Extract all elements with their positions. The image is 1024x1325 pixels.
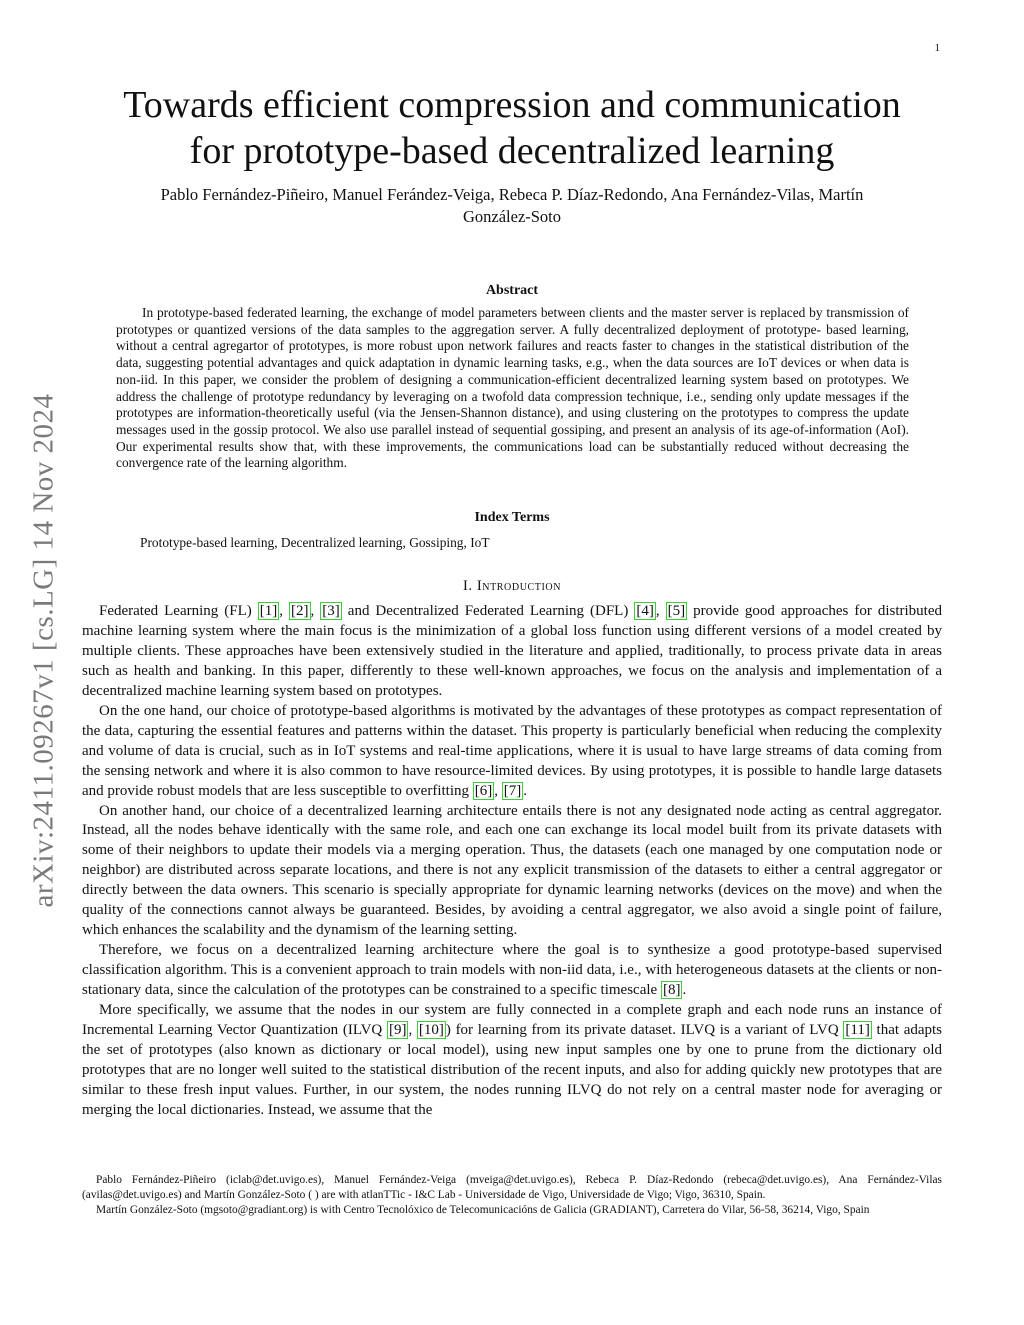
- citation-link[interactable]: [5]: [667, 603, 686, 619]
- title-line-2: for prototype-based decentralized learning: [189, 130, 835, 172]
- text-run: ,: [494, 782, 502, 799]
- citation-link[interactable]: [9]: [388, 1022, 407, 1039]
- paragraph-5: [82, 1001, 942, 1121]
- paper-title: [80, 82, 944, 174]
- text-run: provide good approaches for distributed machine learning system where the main focus is the minimization of a global loss function using different versions of a model created by multiple clients. These approaches have been extensively studied in the literature and applied, traditionally, to process private data in areas such as health and banking. In this paper, differently to these well-known approaches, we focus on the analysis and implementation of a decentralized machine learning system based on prototypes.: [82, 603, 943, 699]
- citation-link[interactable]: [6]: [474, 782, 493, 799]
- footnote-affiliation-2: Martín González-Soto (mgsoto@gradiant.org) is with Centro Tecnolóxico de Telecomunicacións de Galicia (GRADIANT), Carretera do Vilar, 56-58, 36214, Vigo, Spain: [96, 1204, 870, 1216]
- citation-link[interactable]: [2]: [291, 603, 309, 619]
- paragraph-1: [82, 602, 942, 702]
- paragraph-4: [82, 941, 942, 1001]
- text-run: ,: [279, 603, 290, 619]
- paragraph-2: [82, 702, 942, 802]
- authors-line-1: Pablo Fernández-Piñeiro, Manuel Ferández-Veiga, Rebeca P. Díaz-Redondo, Ana Fernández-Vilas, Martín: [160, 185, 864, 204]
- citation-link[interactable]: [7]: [503, 782, 522, 799]
- footnotes: [82, 1173, 942, 1218]
- text-run: and Decentralized Federated Learning (DFL): [341, 603, 635, 619]
- text-run: ,: [408, 1022, 417, 1039]
- text-run: .: [682, 982, 687, 999]
- text-run: ,: [655, 603, 666, 619]
- arxiv-identifier-stamp: [16, 350, 72, 950]
- citation-link[interactable]: [4]: [636, 603, 654, 619]
- page-number: 1: [934, 42, 940, 54]
- citation-link[interactable]: [1]: [259, 603, 278, 619]
- footnote-affiliation-1: Pablo Fernández-Piñeiro (iclab@det.uvigo.es), Manuel Fernández-Veiga (mveiga@det.uvigo.es), Rebeca P. Díaz-Redondo (rebeca@det.uvigo.es), Ana Fernández-Vilas (avilas@det.uvigo.es) and Martín González-Soto ( ) are with atlanTTic - I&C Lab - Universidade de Vigo, Universidade de Vigo; Vigo, 36310, Spain.: [82, 1174, 942, 1201]
- citation-link[interactable]: [10]: [418, 1022, 444, 1039]
- citation-link[interactable]: [11]: [845, 1022, 870, 1039]
- text-run: ,: [310, 603, 321, 619]
- text-run: ) for learning from its private dataset. ILVQ is a variant of LVQ: [445, 1022, 844, 1039]
- title-line-1: Towards efficient compression and communication: [123, 84, 901, 126]
- text-run: Therefore, we focus on a decentralized learning architecture where the goal is to synthesize a good prototype-based supervised classification algorithm. This is a convenient approach to train models with non-iid data, i.e., with heterogeneous datasets at the clients or non-stationary data, since the calculation of the prototypes can be constrained to a specific timescale: [82, 942, 942, 999]
- authors-line-2: González-Soto: [462, 207, 562, 226]
- text-run: Federated Learning (FL): [99, 603, 258, 619]
- paragraph-3: On another hand, our choice of a decentralized learning architecture entails there is not any designated node acting as central aggregator. Instead, all the nodes behave identically with the same role, and each one can exchange its local model built from its private datasets with some of their neighbors to update their models via a merging operation. Thus, the datasets (each one managed by one computation node or neighbor) are distributed across separate locations, and there is not any explicit transmission of the datasets to either a central aggregator or directly between the data owners. This scenario is specially appropriate for dynamic learning networks (devices on the move) and when the quality of the connections cannot always be guaranteed. Besides, by avoiding a central aggregator, we also avoid a single point of failure, which enhances the scalability and the dynamism of the learning setting.: [82, 802, 942, 939]
- abstract-heading: Abstract: [485, 283, 539, 298]
- arxiv-identifier-text: arXiv:2411.09267v1 [cs.LG] 14 Nov 2024: [27, 392, 60, 908]
- introduction-body: [82, 602, 942, 1121]
- text-run: On the one hand, our choice of prototype-based algorithms is motivated by the advantages of these prototypes as compact representation of the data, capturing the essential features and patterns within the dataset. This property is particularly beneficial when reducing the complexity and volume of data is crucial, such as in IoT systems and real-time applications, where it is usual to have large streams of data coming from the sensing network and where it is also common to have resource-limited devices. By using prototypes, it is possible to handle large datasets and provide robust models that are less susceptible to overfitting: [82, 702, 942, 799]
- text-run: .: [523, 782, 527, 799]
- author-list: [80, 184, 944, 228]
- text-run: More specifically, we assume that the nodes in our system are fully connected in a complete graph and each node runs an instance of Incremental Learning Vector Quantization (ILVQ: [82, 1002, 942, 1039]
- index-terms: Prototype-based learning, Decentralized learning, Gossiping, IoT: [140, 535, 490, 550]
- citation-link[interactable]: [3]: [322, 603, 340, 619]
- citation-link[interactable]: [8]: [662, 982, 681, 999]
- text-run: that adapts the set of prototypes (also known as dictionary or local model), using new input samples one by one to prune from the dictionary old prototypes that are no longer well suited to the statistical distribution of the recent inputs, and also for adding quickly new prototypes that are similar to these fresh input values. Further, in our system, the nodes running ILVQ do not rely on a central master node for averaging or merging the local dictionaries. Instead, we assume that the: [82, 1022, 943, 1118]
- abstract-text: In prototype-based federated learning, the exchange of model parameters between clients and the master server is replaced by transmission of prototypes or quantized versions of the data samples to the aggregation server. A fully decentralized deployment of prototype- based learning, without a central agregartor of prototypes, is more robust upon network failures and reacts faster to changes in the statistical distribution of the data, suggesting potential advantages and quick adaptation in dynamic learning tasks, e.g., when the data sources are IoT devices or when data is non-iid. In this paper, we consider the problem of designing a communication-efficient decentralized learning system based on prototypes. We address the challenge of prototype redundancy by leveraging on a twofold data compression technique, i.e., sending only update messages if the prototypes are information-theoretically useful (via the Jensen-Shannon distance), and using clustering on the prototypes to compress the update messages used in the gossip protocol. We also use parallel instead of sequential gossiping, and present an analysis of its age-of-information (AoI). Our experimental results show that, with these improvements, the communications load can be substantially reduced without decreasing the convergence rate of the learning algorithm.: [116, 305, 909, 471]
- index-terms-heading: Index Terms: [474, 510, 550, 525]
- section-heading-introduction: I. Introduction: [462, 578, 562, 594]
